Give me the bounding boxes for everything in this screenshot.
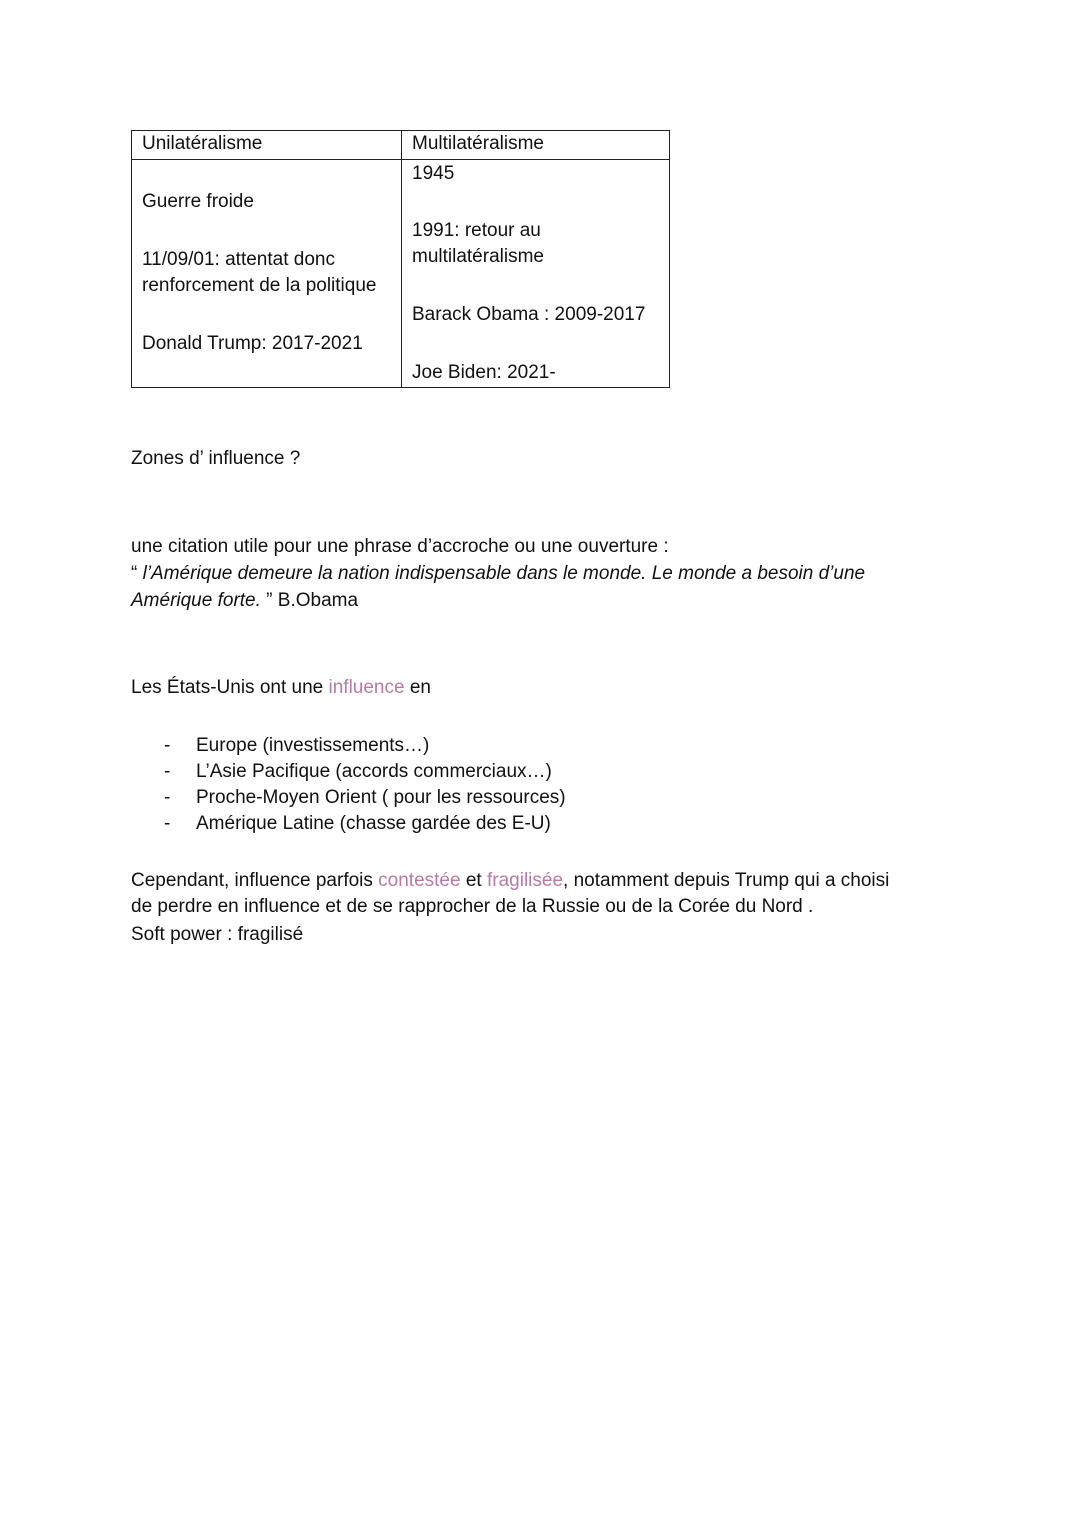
table-cell: Joe Biden: 2021- [412,362,556,383]
conclusion-start: Cependant, influence parfois [131,870,379,891]
comparison-table [131,130,670,388]
influence-highlight: influence [328,677,405,698]
table-cell: renforcement de la politique [142,275,377,296]
conclusion-line2: de perdre en influence et de se rapprocher de la Russie ou de la Corée du Nord . [131,896,814,917]
quote-text-2: Amérique forte. [131,590,261,611]
table-cell: Donald Trump: 2017-2021 [142,333,363,354]
table-cell: 11/09/01: attentat donc [142,249,335,270]
table-cell: multilatéralisme [412,246,544,267]
list-item: Proche-Moyen Orient ( pour les ressources) [196,787,566,808]
table-cell: Guerre froide [142,191,254,212]
influence-lead-start: Les États-Unis ont une [131,677,329,698]
table-cell: Barack Obama : 2009-2017 [412,304,646,325]
list-item: Amérique Latine (chasse gardée des E-U) [196,813,551,834]
table-column-divider [401,131,402,387]
quote-text-1: l’Amérique demeure la nation indispensable dans le monde. Le monde a besoin d’une [142,563,866,584]
conclusion-line1 [131,868,889,894]
soft-power-line: Soft power : fragilisé [131,924,304,945]
influence-lead-end: en [404,677,431,698]
list-bullet: - [164,787,171,808]
open-quote: “ [131,563,138,584]
close-quote: ” [260,590,273,611]
zones-question: Zones d’ influence ? [131,448,301,469]
list-bullet: - [164,735,171,756]
highlight-contestee: contestée [378,870,461,891]
list-bullet: - [164,761,171,782]
citation-intro: une citation utile pour une phrase d’accroche ou une ouverture : [131,536,669,557]
conclusion-end: , notamment depuis Trump qui a choisi [563,870,890,891]
citation-quote-line1 [131,561,865,587]
influence-lead [131,675,431,701]
table-header-divider [132,159,669,160]
quote-author: B.Obama [272,590,359,611]
table-cell: 1945 [412,163,455,184]
list-item: Europe (investissements…) [196,735,430,756]
list-bullet: - [164,813,171,834]
table-cell: 1991: retour au [412,220,541,241]
highlight-fragilisee: fragilisée [486,870,564,891]
list-item: L’Asie Pacifique (accords commerciaux…) [196,761,552,782]
conclusion-mid: et [460,870,487,891]
table-header-multilateralisme: Multilatéralisme [412,133,544,154]
table-header-unilateralisme: Unilatéralisme [142,133,263,154]
citation-quote-line2 [131,588,358,614]
